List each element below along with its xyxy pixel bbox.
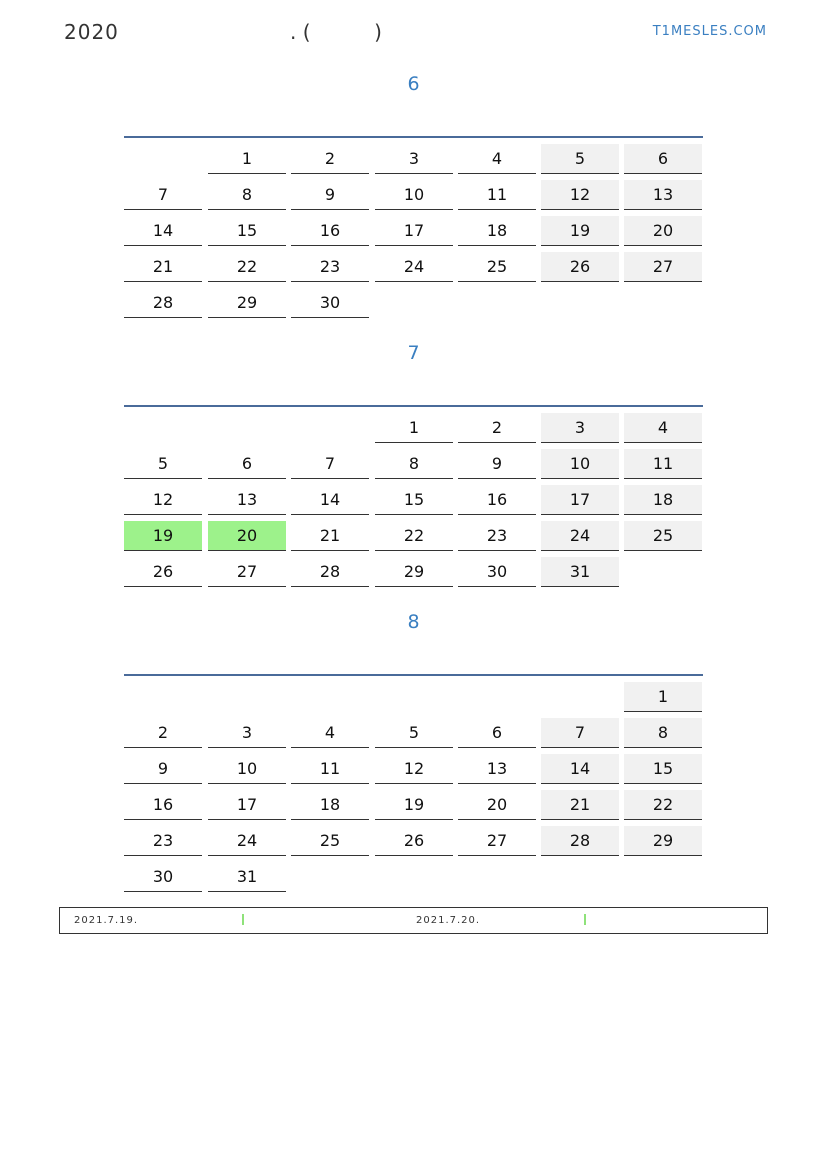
day-cell: 15	[624, 754, 702, 784]
day-cell: 10	[208, 754, 286, 784]
week-row	[124, 246, 703, 282]
day-cell: 8	[624, 718, 702, 748]
month-title: 8	[407, 611, 420, 633]
week-row	[124, 138, 703, 174]
day-cell: 3	[375, 144, 453, 174]
day-cell: 28	[124, 288, 202, 318]
day-cell: 17	[375, 216, 453, 246]
day-cell: 22	[624, 790, 702, 820]
day-cell: 15	[375, 485, 453, 515]
header-title: . ( )	[290, 20, 382, 44]
header-year: 2020	[64, 20, 119, 44]
legend-date: 2021.7.20.	[416, 915, 481, 926]
week-row	[124, 820, 703, 856]
month-title: 7	[407, 342, 420, 364]
day-cell: 20	[458, 790, 536, 820]
day-cell: 31	[208, 862, 286, 892]
day-cell: 4	[624, 413, 702, 443]
day-cell: 6	[208, 449, 286, 479]
day-cell: 7	[541, 718, 619, 748]
month-block	[124, 608, 703, 886]
day-cell: 7	[291, 449, 369, 479]
day-cell: 12	[124, 485, 202, 515]
day-cell: 30	[458, 557, 536, 587]
day-cell: 28	[541, 826, 619, 856]
month-block	[124, 339, 703, 581]
week-row	[124, 282, 703, 318]
day-cell: 11	[291, 754, 369, 784]
day-cell: 23	[291, 252, 369, 282]
day-cell: 9	[291, 180, 369, 210]
day-cell: 11	[458, 180, 536, 210]
day-cell: 14	[541, 754, 619, 784]
week-row	[124, 551, 703, 587]
day-cell: 17	[208, 790, 286, 820]
day-cell: 29	[624, 826, 702, 856]
month-title: 6	[407, 73, 420, 95]
day-cell: 24	[541, 521, 619, 551]
day-cell: 20	[208, 521, 286, 551]
day-cell: 1	[624, 682, 702, 712]
day-cell: 21	[541, 790, 619, 820]
day-cell: 27	[458, 826, 536, 856]
week-row	[124, 784, 703, 820]
day-cell: 19	[375, 790, 453, 820]
day-cell: 18	[458, 216, 536, 246]
day-cell: 6	[458, 718, 536, 748]
site-link[interactable]: T1MESLES.COM	[652, 24, 767, 39]
day-cell: 28	[291, 557, 369, 587]
day-cell: 23	[124, 826, 202, 856]
day-cell: 16	[458, 485, 536, 515]
day-cell: 25	[624, 521, 702, 551]
day-cell: 1	[208, 144, 286, 174]
day-cell: 15	[208, 216, 286, 246]
day-cell: 8	[208, 180, 286, 210]
day-cell: 26	[124, 557, 202, 587]
week-row	[124, 712, 703, 748]
holiday-legend	[59, 907, 768, 934]
day-cell: 29	[375, 557, 453, 587]
day-cell: 18	[624, 485, 702, 515]
day-cell: 13	[458, 754, 536, 784]
day-cell: 12	[375, 754, 453, 784]
day-cell: 16	[124, 790, 202, 820]
day-cell: 3	[208, 718, 286, 748]
holiday-marker	[584, 914, 586, 925]
day-cell: 19	[541, 216, 619, 246]
day-cell: 13	[624, 180, 702, 210]
day-cell: 7	[124, 180, 202, 210]
day-cell: 23	[458, 521, 536, 551]
day-cell: 27	[208, 557, 286, 587]
day-cell: 3	[541, 413, 619, 443]
week-row	[124, 407, 703, 443]
week-row	[124, 479, 703, 515]
holiday-marker	[242, 914, 244, 925]
day-cell: 22	[375, 521, 453, 551]
day-cell: 2	[458, 413, 536, 443]
day-cell: 18	[291, 790, 369, 820]
day-cell: 1	[375, 413, 453, 443]
day-cell: 4	[291, 718, 369, 748]
day-cell: 14	[291, 485, 369, 515]
legend-date: 2021.7.19.	[74, 915, 139, 926]
page-header	[64, 20, 767, 48]
day-cell: 30	[124, 862, 202, 892]
day-cell: 29	[208, 288, 286, 318]
week-row	[124, 443, 703, 479]
day-cell: 19	[124, 521, 202, 551]
day-cell: 9	[124, 754, 202, 784]
day-cell: 21	[124, 252, 202, 282]
day-cell: 31	[541, 557, 619, 587]
month-block	[124, 70, 703, 312]
month-grid	[124, 407, 703, 587]
day-cell: 5	[541, 144, 619, 174]
day-cell: 9	[458, 449, 536, 479]
day-cell: 2	[124, 718, 202, 748]
day-cell: 26	[375, 826, 453, 856]
day-cell: 22	[208, 252, 286, 282]
day-cell: 8	[375, 449, 453, 479]
day-cell: 17	[541, 485, 619, 515]
day-cell: 24	[208, 826, 286, 856]
day-cell: 30	[291, 288, 369, 318]
day-cell: 5	[124, 449, 202, 479]
day-cell: 14	[124, 216, 202, 246]
month-grid	[124, 676, 703, 892]
day-cell: 6	[624, 144, 702, 174]
day-cell: 24	[375, 252, 453, 282]
month-grid	[124, 138, 703, 318]
day-cell: 25	[291, 826, 369, 856]
day-cell: 16	[291, 216, 369, 246]
week-row	[124, 676, 703, 712]
day-cell: 10	[375, 180, 453, 210]
day-cell: 13	[208, 485, 286, 515]
day-cell: 27	[624, 252, 702, 282]
day-cell: 5	[375, 718, 453, 748]
week-row	[124, 210, 703, 246]
week-row	[124, 856, 703, 892]
day-cell: 2	[291, 144, 369, 174]
day-cell: 11	[624, 449, 702, 479]
day-cell: 25	[458, 252, 536, 282]
week-row	[124, 174, 703, 210]
day-cell: 4	[458, 144, 536, 174]
day-cell: 12	[541, 180, 619, 210]
week-row	[124, 515, 703, 551]
day-cell: 26	[541, 252, 619, 282]
week-row	[124, 748, 703, 784]
day-cell: 21	[291, 521, 369, 551]
day-cell: 10	[541, 449, 619, 479]
day-cell: 20	[624, 216, 702, 246]
